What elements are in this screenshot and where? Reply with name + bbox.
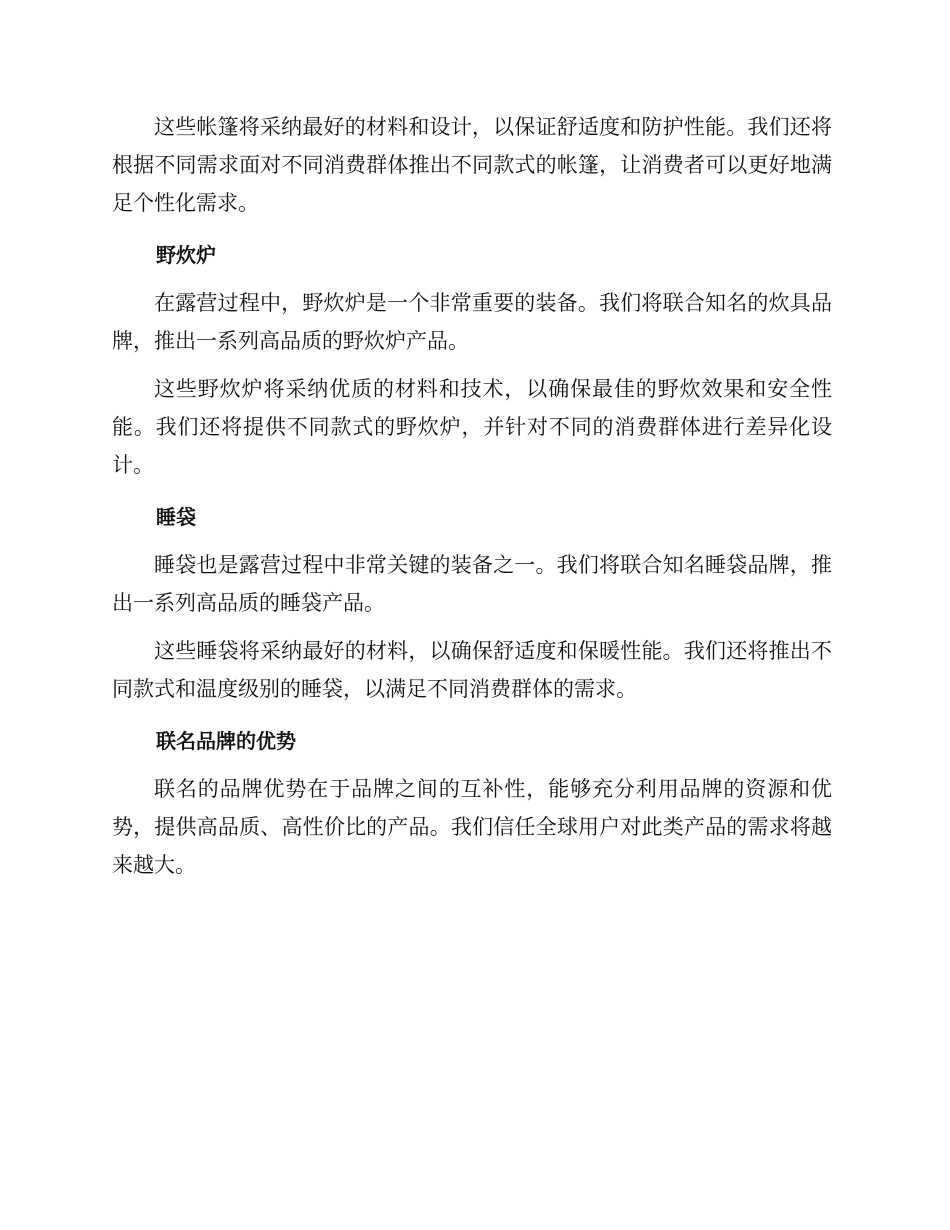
heading-co-brand-advantage: 联名品牌的优势 (156, 729, 296, 753)
document-page (112, 108, 832, 894)
heading-sleeping-bag: 睡袋 (156, 505, 196, 529)
paragraph-co-brand-advantage: 联名的品牌优势在于品牌之间的互补性，能够充分利用品牌的资源和优势，提供高品质、高性价比的产品。我们信任全球用户对此类产品的需求将越来越大。 (112, 777, 832, 877)
paragraph-sleeping-bag-design: 这些睡袋将采纳最好的材料，以确保舒适度和保暖性能。我们还将推出不同款式和温度级别的睡袋，以满足不同消费群体的需求。 (112, 639, 832, 701)
paragraph-tents-design: 这些帐篷将采纳最好的材料和设计，以保证舒适度和防护性能。我们还将根据不同需求面对不同消费群体推出不同款式的帐篷，让消费者可以更好地满足个性化需求。 (112, 115, 832, 215)
heading-camping-stove: 野炊炉 (156, 243, 216, 267)
paragraph-stove-design: 这些野炊炉将采纳优质的材料和技术，以确保最佳的野炊效果和安全性能。我们还将提供不同款式的野炊炉，并针对不同的消费群体进行差异化设计。 (112, 377, 832, 477)
paragraph-sleeping-bag-intro: 睡袋也是露营过程中非常关键的装备之一。我们将联合知名睡袋品牌，推出一系列高品质的睡袋产品。 (112, 553, 832, 615)
paragraph-stove-intro: 在露营过程中，野炊炉是一个非常重要的装备。我们将联合知名的炊具品牌，推出一系列高品质的野炊炉产品。 (112, 291, 832, 353)
